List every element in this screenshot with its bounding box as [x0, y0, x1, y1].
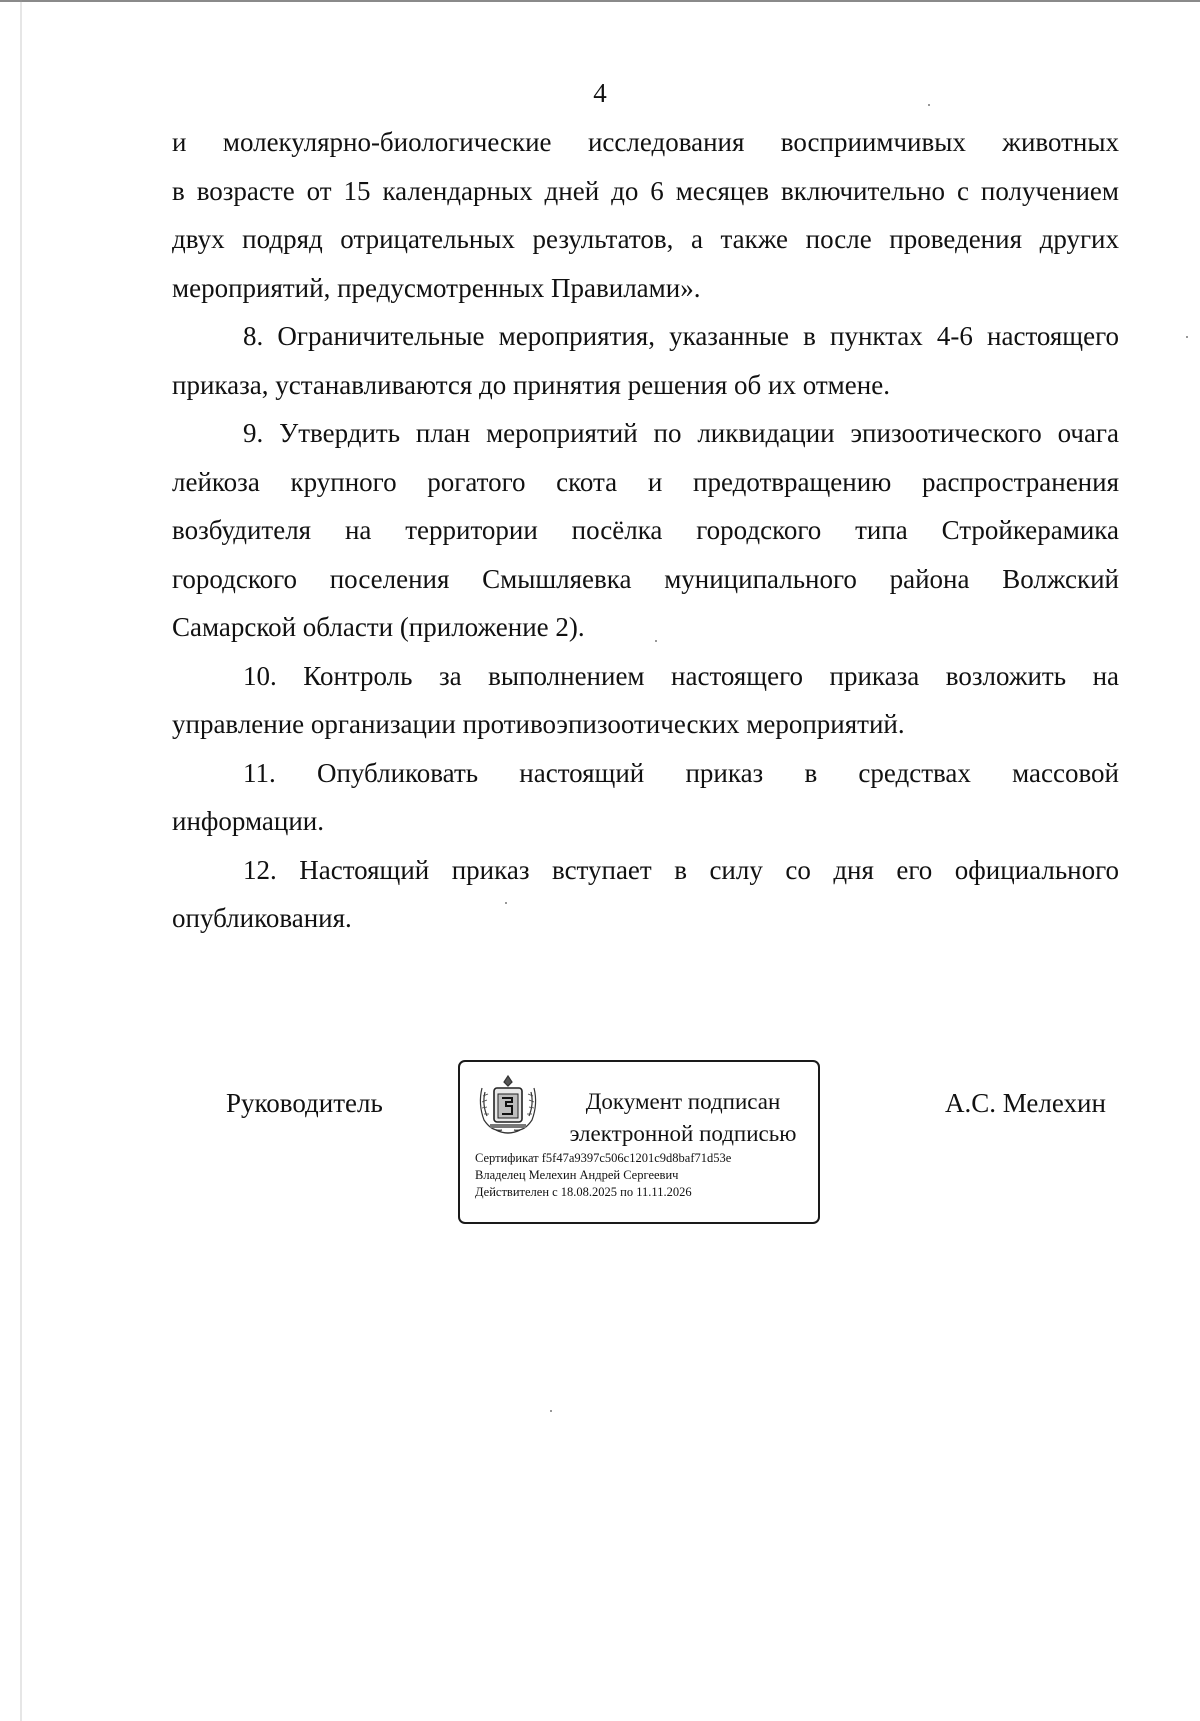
coat-of-arms-emblem-icon: [476, 1070, 540, 1140]
body-line: мероприятий, предусмотренных Правилами».: [172, 272, 701, 303]
page-number: 4: [593, 78, 607, 108]
document-body: [172, 118, 1119, 943]
certificate-owner: Владелец Мелехин Андрей Сергеевич: [475, 1168, 679, 1182]
body-line: управление организации противоэпизоотических мероприятий.: [172, 709, 905, 739]
stamp-details: [475, 1150, 731, 1201]
body-line: опубликования.: [172, 903, 352, 933]
body-line: Самарской области (приложение 2).: [172, 612, 585, 642]
scan-speck: [550, 1410, 552, 1412]
body-line: 12. Настоящий приказ вступает в силу со дня его официального: [243, 854, 1119, 885]
stamp-title-line: электронной подписью: [569, 1121, 797, 1146]
body-line: в возрасте от 15 календарных дней до 6 месяцев включительно с получением: [172, 175, 1119, 206]
scan-speck: [655, 640, 657, 642]
body-line: 8. Ограничительные мероприятия, указанные в пунктах 4-6 настоящего: [243, 321, 1119, 351]
certificate-number: Сертификат f5f47a9397c506c1201c9d8baf71d53e: [475, 1151, 732, 1165]
body-line: 10. Контроль за выполнением настоящего приказа возложить на: [243, 660, 1119, 691]
body-line: информации.: [172, 806, 324, 836]
certificate-validity: Действителен с 18.08.2025 по 11.11.2026: [475, 1185, 692, 1199]
body-line: 11. Опубликовать настоящий приказ в средствах массовой: [243, 757, 1119, 788]
body-line: городского поселения Смышляевка муниципального района Волжский: [172, 563, 1119, 594]
body-line: приказа, устанавливаются до принятия решения об их отмене.: [172, 369, 890, 400]
signer-name: А.С. Мелехин: [945, 1088, 1106, 1118]
scan-speck: [1186, 336, 1188, 338]
body-line: лейкоза крупного рогатого скота и предотвращению распространения: [172, 466, 1119, 497]
body-line: и молекулярно-биологические исследования восприимчивых животных: [172, 127, 1119, 157]
scan-edge-left: [20, 0, 22, 1721]
electronic-signature-stamp: [458, 1060, 820, 1224]
scan-speck: [928, 104, 930, 106]
body-line: возбудителя на территории посёлка городского типа Стройкерамика: [172, 515, 1119, 545]
stamp-title-line: Документ подписан: [585, 1089, 781, 1114]
scan-edge-top: [0, 0, 1200, 2]
body-line: 9. Утвердить план мероприятий по ликвидации эпизоотического очага: [243, 418, 1119, 448]
body-line: двух подряд отрицательных результатов, а также после проведения других: [172, 224, 1119, 254]
stamp-title: [560, 1086, 806, 1150]
scan-speck: [505, 902, 507, 904]
signer-position: Руководитель: [226, 1088, 383, 1118]
